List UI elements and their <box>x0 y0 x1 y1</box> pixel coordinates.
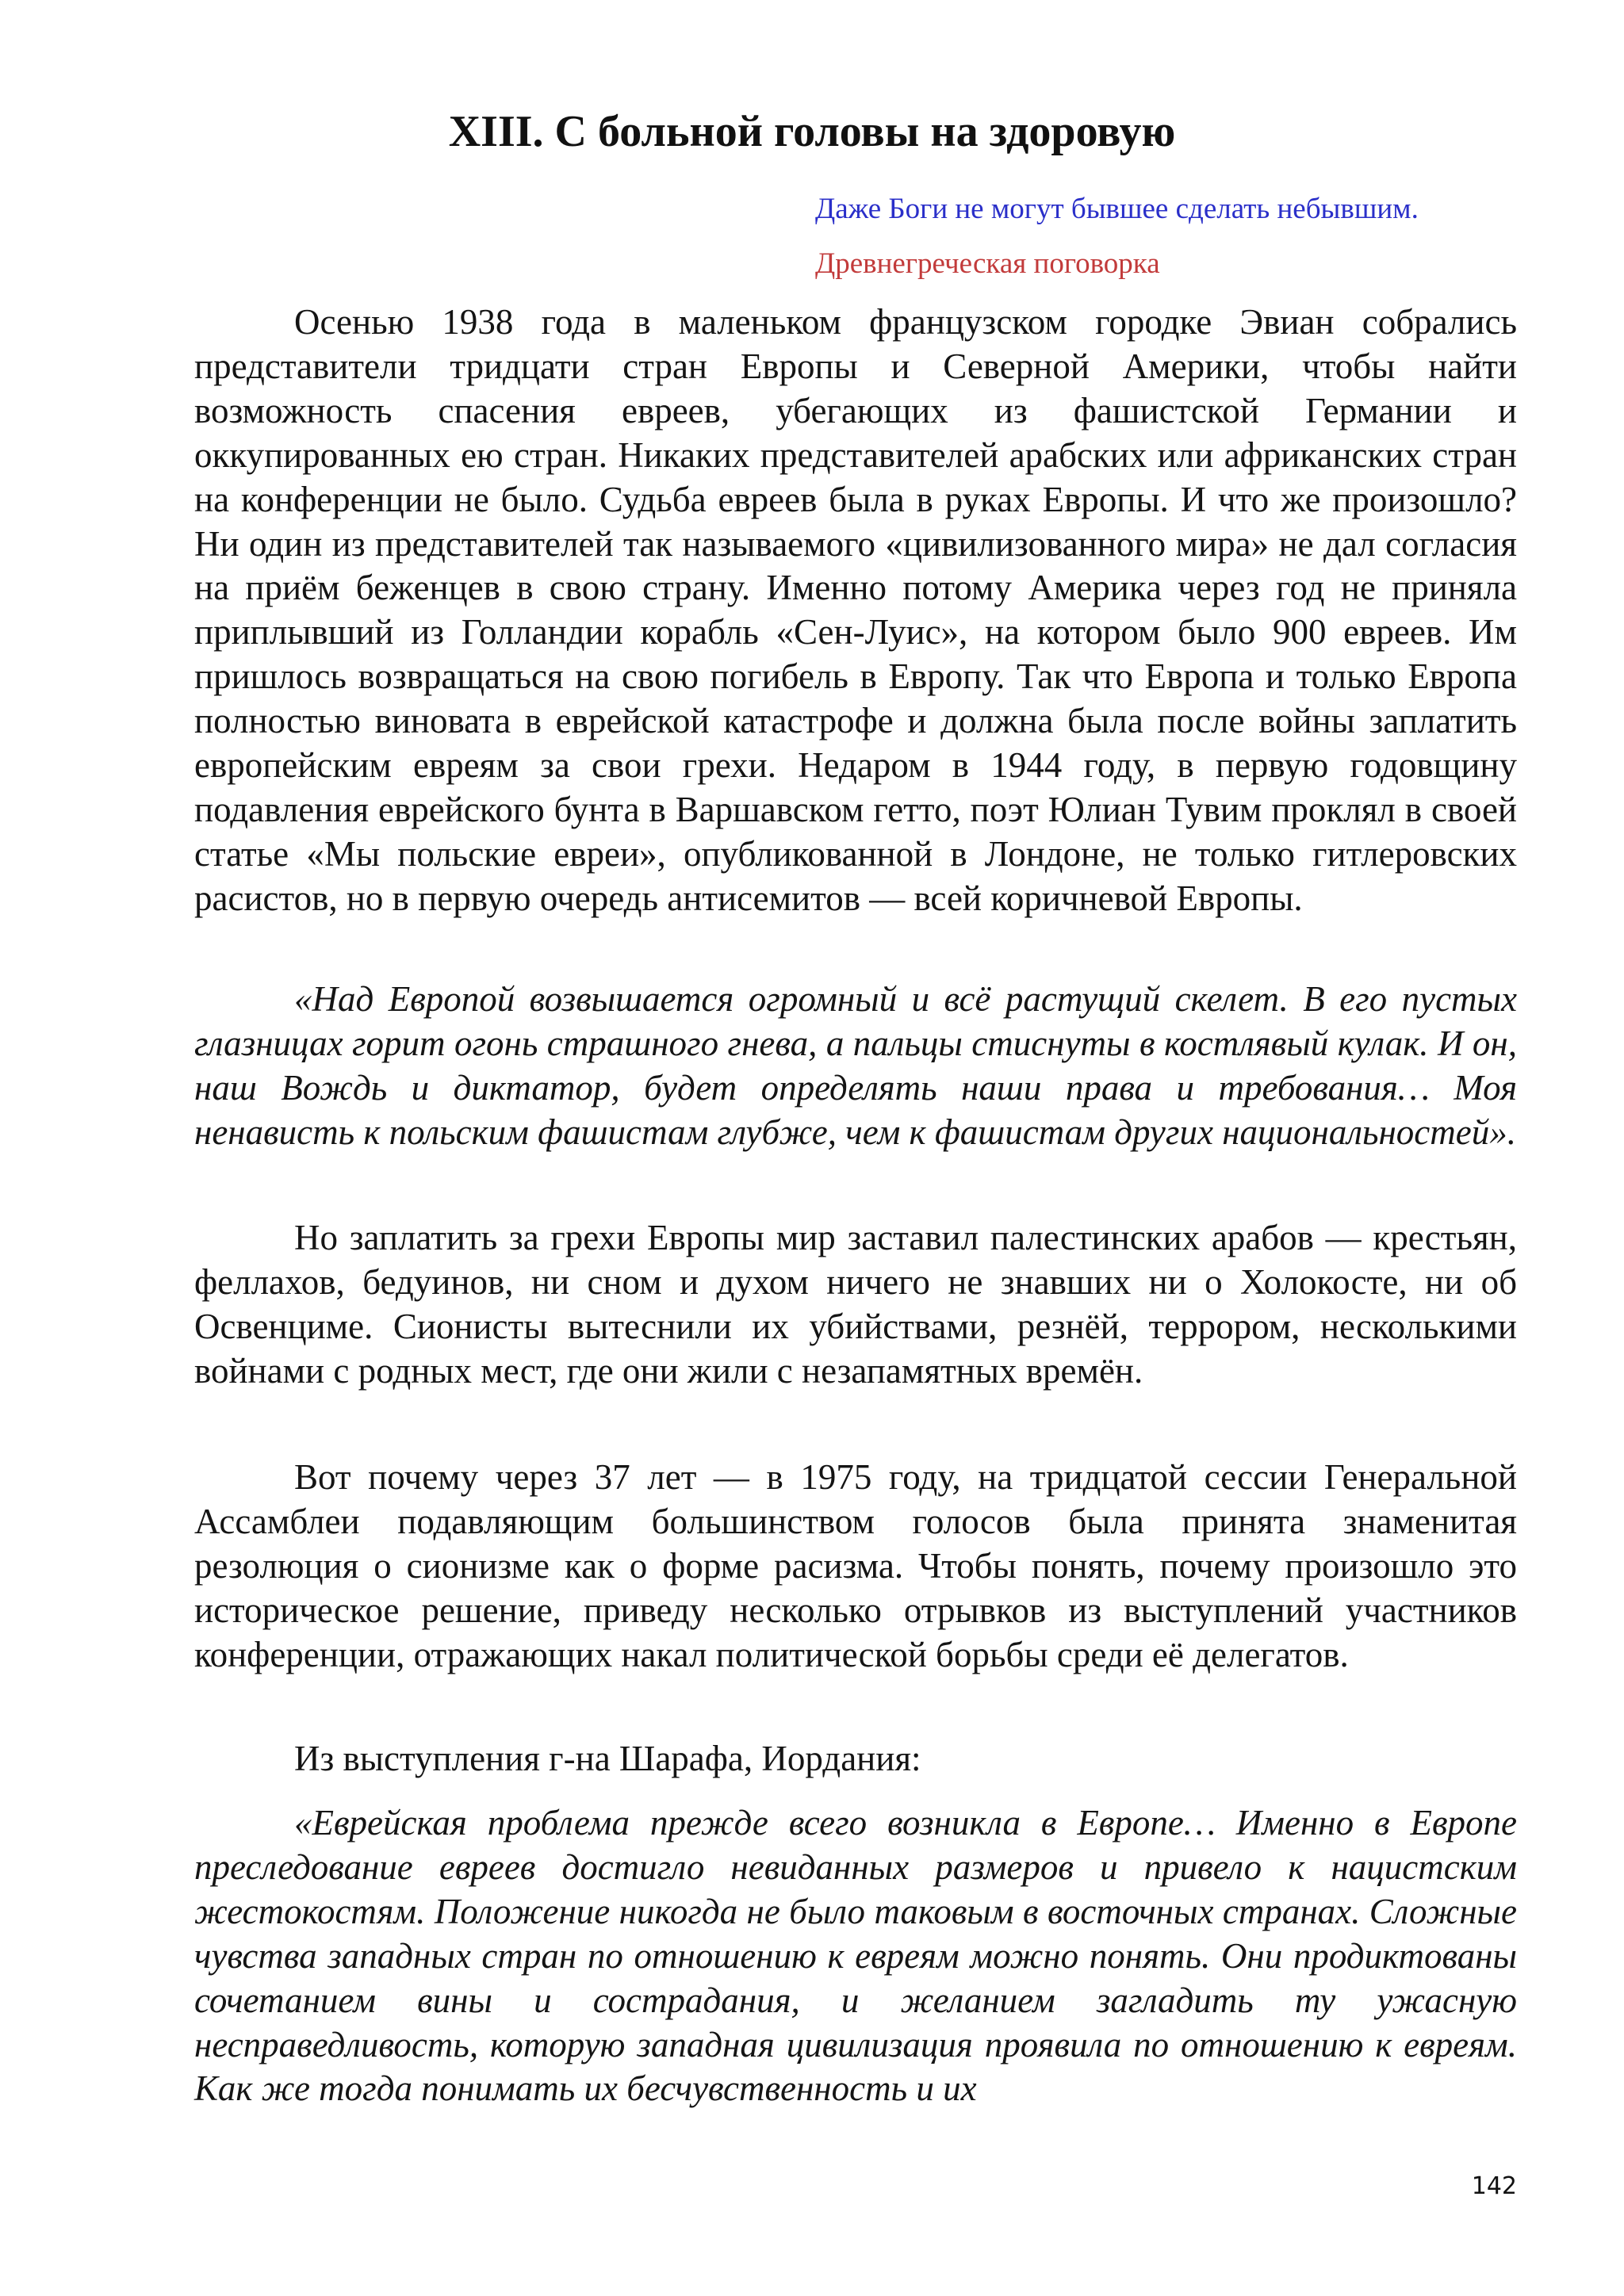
paragraph-evian-conference: Осенью 1938 года в маленьком французском городке Эвиан собрались представители тридцати стран Европы и Северной Америки, чтобы найти возможность спасения евреев, убегающих из фашистской Германии и оккупированных ею стран. Никаких представителей арабских или африканских стран на конференции не было. Судьба евреев была в руках Европы. И что же произошло? Ни один из представителей так называемого «цивилизованного мира» не дал согласия на приём беженцев в свою страну. Именно потому Америка через год не приняла приплывший из Голландии корабль «Сен-Луис», на котором было 900 евреев. Им пришлось возвращаться на свою погибель в Европу. Так что Европа и только Европа полностью виновата в еврейской катастрофе и должна была после войны заплатить европейским евреям за свои грехи. Недаром в 1944 году, в первую годовщину подавления еврейского бунта в Варшавском гетто, поэт Юлиан Тувим проклял в своей статье «Мы польские евреи», опубликованной в Лондоне, не только гитлеровских расистов, но в первую очередь антисемитов — всей коричневой Европы. <box>194 302 1517 918</box>
chapter-title: XIII. С больной головы на здоровую <box>448 107 1176 156</box>
quote-tuwim: «Над Европой возвышается огромный и всё растущий скелет. В его пустых глазницах горит огонь страшного гнева, а пальцы стиснуты в костлявый кулак. И он, наш Вождь и диктатор, будет определять наши права и требования… Моя ненависть к польским фашистам глубже, чем к фашистам других национальностей». <box>194 979 1517 1152</box>
quote-sharaf-speech: «Еврейская проблема прежде всего возникла в Европе… Именно в Европе преследование евреев достигло невиданных размеров и привело к нацистским жестокостям. Положение никогда не было таковым в восточных странах. Сложные чувства западных стран по отношению к евреям можно понять. Они продиктованы сочетанием вины и сострадания, и желанием загладить ту ужасную несправедливость, которую западная цивилизация проявила по отношению к евреям. Как же тогда понимать их бесчувственность и их <box>194 1803 1517 2109</box>
paragraph-speech-intro: Из выступления г-на Шарафа, Иордания: <box>294 1739 921 1778</box>
epigraph-quote: Даже Боги не могут бывшее сделать небывшим. <box>815 193 1419 225</box>
paragraph-un-resolution: Вот почему через 37 лет — в 1975 году, на тридцатой сессии Генеральной Ассамблеи подавляющим большинством голосов была принята знаменитая резолюция о сионизме как о форме расизма. Чтобы понять, почему произошло это историческое решение, приведу несколько отрывков из выступлений участников конференции, отражающих накал политической борьбы среди её делегатов. <box>194 1457 1517 1674</box>
paragraph-palestinian-arabs: Но заплатить за грехи Европы мир заставил палестинских арабов — крестьян, феллахов, бедуинов, ни сном и духом ничего не знавших ни о Холокосте, ни об Освенциме. Сионисты вытеснили их убийствами, резнёй, террором, несколькими войнами с родных мест, где они жили с незапамятных времён. <box>194 1218 1517 1391</box>
epigraph-source: Древнегреческая поговорка <box>815 247 1160 280</box>
page-number: 142 <box>1471 2172 1517 2200</box>
